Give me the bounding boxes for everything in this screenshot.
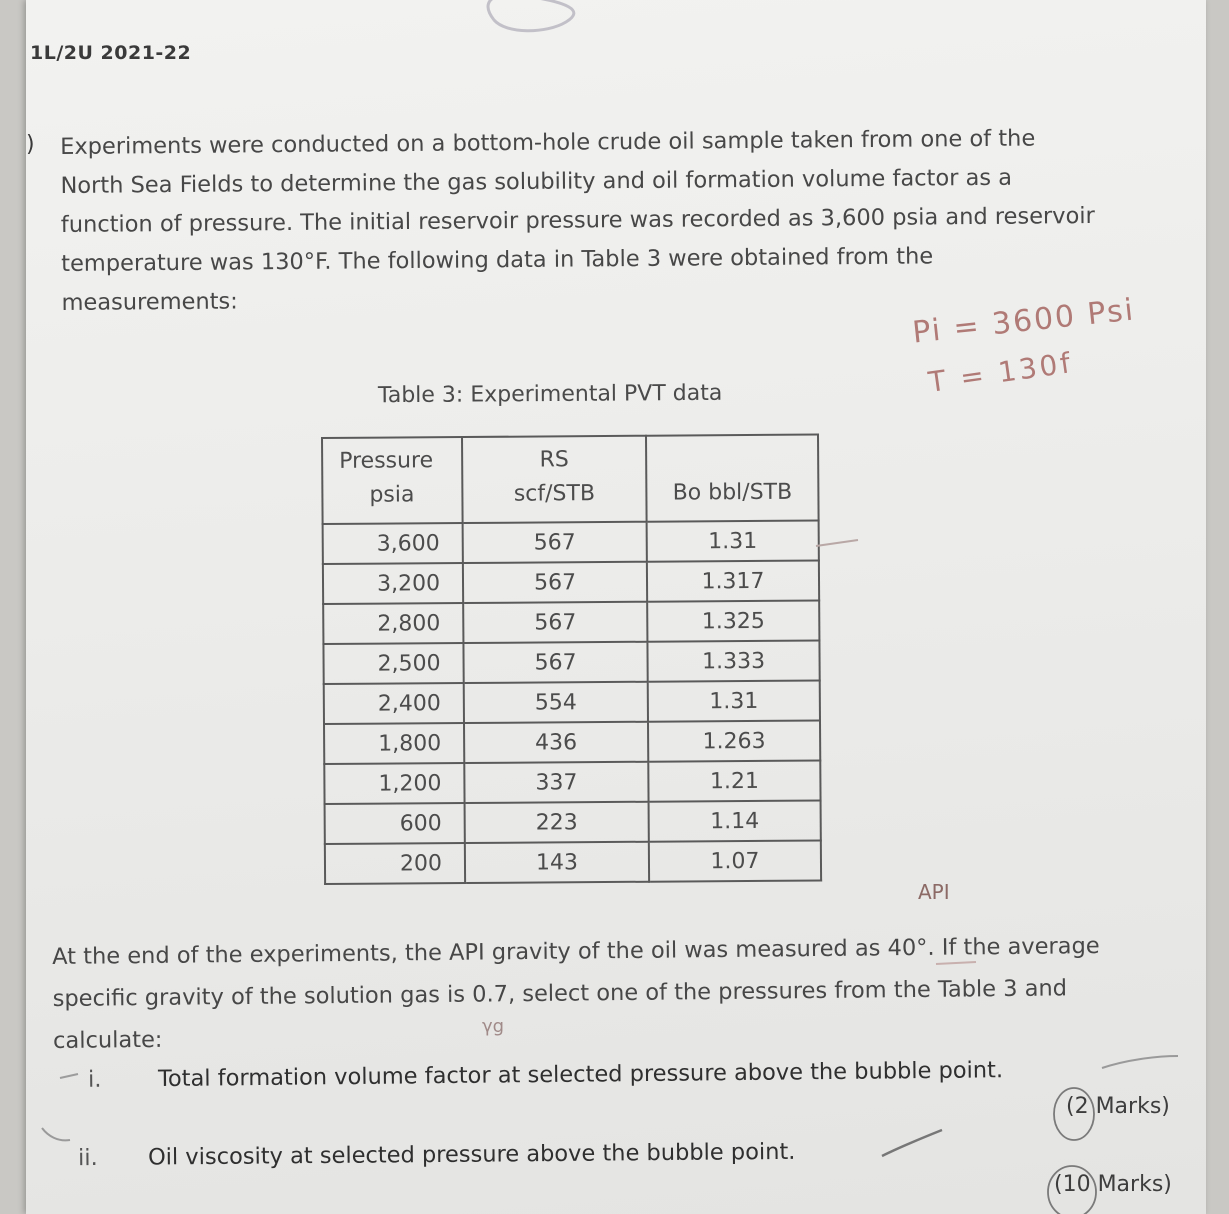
cell-rs: 567 xyxy=(463,602,647,643)
marks-label: (2 Marks) xyxy=(1066,1094,1170,1119)
cell-rs: 223 xyxy=(465,802,649,843)
cell-bo: 1.263 xyxy=(648,721,820,762)
table-row xyxy=(324,681,820,724)
table-row xyxy=(324,721,820,764)
cell-pressure: 200 xyxy=(325,843,465,884)
table-row xyxy=(325,841,821,884)
table-row xyxy=(323,521,819,564)
header-bo xyxy=(646,435,819,522)
top-scribble xyxy=(488,0,574,31)
cell-bo: 1.31 xyxy=(647,521,819,562)
course-code: 1L/2U 2021-22 xyxy=(30,42,192,64)
marks-label: (10 Marks) xyxy=(1054,1172,1172,1197)
cell-rs: 554 xyxy=(464,682,648,723)
cell-rs: 567 xyxy=(463,562,647,603)
table-caption: Table 3: Experimental PVT data xyxy=(377,380,723,409)
table-row xyxy=(324,761,820,804)
table-row xyxy=(323,601,819,644)
header-pressure xyxy=(322,437,463,524)
question-number: ii. xyxy=(77,1144,98,1172)
header-text: psia xyxy=(369,482,415,508)
cell-bo: 1.31 xyxy=(648,681,820,722)
cell-pressure: 3,200 xyxy=(323,563,463,604)
cell-bo: 1.333 xyxy=(647,641,819,682)
cell-bo: 1.325 xyxy=(647,601,819,642)
header-text: Pressure xyxy=(339,448,434,474)
question-marker: ) xyxy=(26,132,35,157)
intro-paragraph xyxy=(60,118,1172,323)
question-number: i. xyxy=(87,1066,102,1093)
exam-sheet xyxy=(26,0,1206,1214)
cell-bo: 1.07 xyxy=(649,841,821,882)
intro-line: North Sea Fields to determine the gas solubility and oil formation volume factor as a xyxy=(60,164,1013,199)
closing-paragraph xyxy=(52,924,1203,1062)
cell-pressure: 2,800 xyxy=(323,603,463,644)
handwritten-gamma-note: γg xyxy=(482,1016,505,1037)
intro-line: Experiments were conducted on a bottom-hole crude oil sample taken from one of the xyxy=(60,125,1036,160)
handwritten-pi-note: Pi = 3600 Psi xyxy=(910,292,1137,351)
handwritten-api-note: API xyxy=(918,880,950,904)
table-row xyxy=(323,561,819,604)
intro-line: function of pressure. The initial reservoir pressure was recorded as 3,600 psia and reservoir xyxy=(60,202,1095,238)
table-row xyxy=(325,801,821,844)
closing-line: At the end of the experiments, the API gravity of the oil was measured as 40°. If the average xyxy=(52,933,1100,970)
question-item xyxy=(88,1057,1003,1093)
header-text: scf/STB xyxy=(513,481,596,507)
cell-rs: 337 xyxy=(464,762,648,803)
header-text: RS xyxy=(539,447,569,473)
cell-bo: 1.21 xyxy=(648,761,820,802)
cell-rs: 436 xyxy=(464,722,648,763)
header-text: Bo bbl/STB xyxy=(672,479,793,506)
cell-rs: 143 xyxy=(465,842,649,883)
header-rs xyxy=(462,436,647,523)
cell-pressure: 600 xyxy=(325,803,465,844)
pencil-hook xyxy=(42,1128,70,1140)
cell-bo: 1.317 xyxy=(647,561,819,602)
question-item xyxy=(78,1139,796,1171)
pencil-stroke xyxy=(882,1130,942,1156)
question-text: Oil viscosity at selected pressure above the bubble point. xyxy=(147,1138,796,1171)
cell-pressure: 2,400 xyxy=(324,683,464,724)
closing-line: calculate: xyxy=(52,1026,163,1054)
intro-line: temperature was 130°F. The following data in Table 3 were obtained from the xyxy=(61,243,934,277)
pencil-dash xyxy=(60,1074,78,1078)
closing-line: specific gravity of the solution gas is 0.7, select one of the pressures from the Table 3 and xyxy=(52,975,1068,1012)
cell-pressure: 3,600 xyxy=(323,523,463,564)
cell-rs: 567 xyxy=(463,642,647,683)
pencil-stroke xyxy=(1102,1056,1178,1068)
question-text: Total formation volume factor at selected pressure above the bubble point. xyxy=(157,1057,1004,1093)
table-header-row xyxy=(322,435,819,524)
intro-line: measurements: xyxy=(61,288,238,316)
cell-bo: 1.14 xyxy=(649,801,821,842)
cell-pressure: 2,500 xyxy=(323,643,463,684)
pencil-tick xyxy=(816,540,858,546)
pvt-table xyxy=(321,434,822,885)
cell-rs: 567 xyxy=(463,522,647,563)
cell-pressure: 1,800 xyxy=(324,723,464,764)
handwritten-t-note: T = 130f xyxy=(926,346,1076,399)
table-row xyxy=(323,641,819,684)
cell-pressure: 1,200 xyxy=(324,763,464,804)
